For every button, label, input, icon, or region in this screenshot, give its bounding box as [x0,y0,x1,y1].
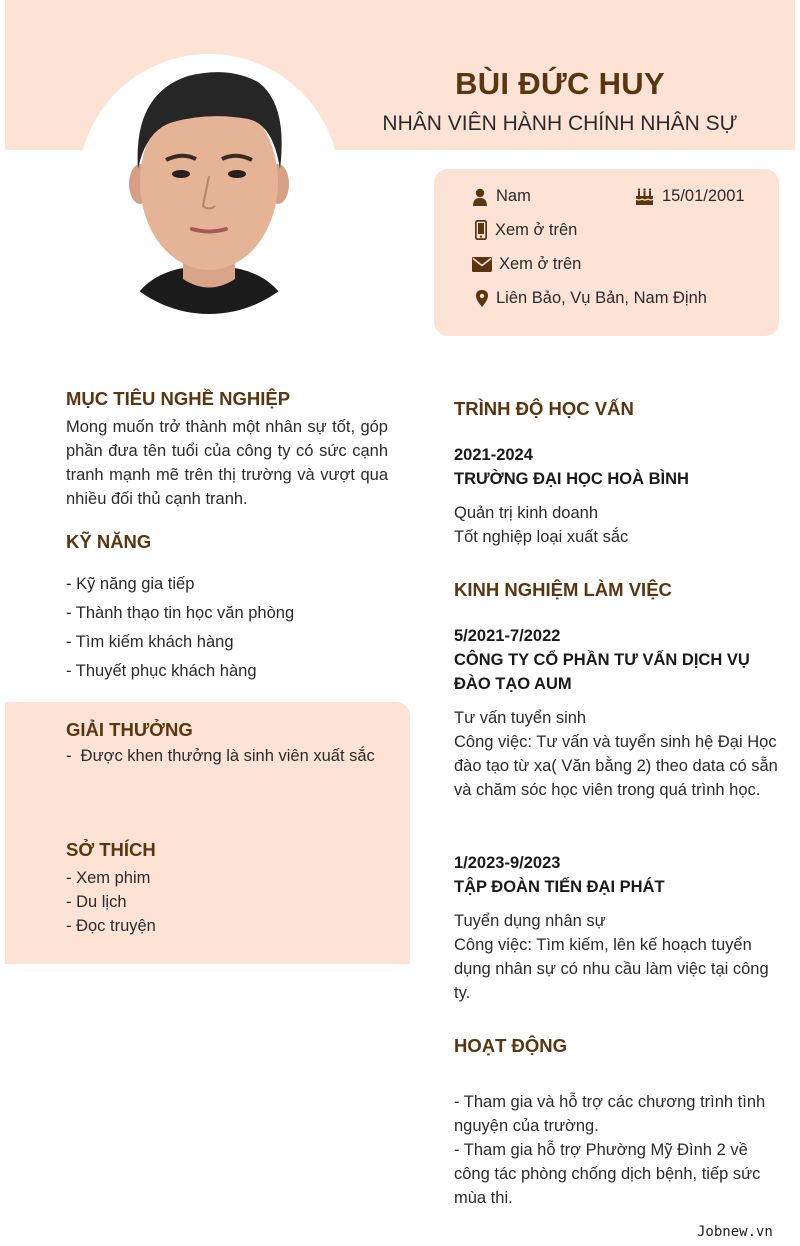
user-icon [472,188,488,206]
contact-address [476,289,707,308]
list-item: - Tham gia hỗ trợ Phường Mỹ Đình 2 về công tác phòng chống dịch bệnh, tiếp sức mùa thi. [454,1141,761,1207]
list-item: - Thuyết phục khách hàng [66,662,257,680]
list-item: - Du lịch [66,893,127,911]
activities-list [454,1090,780,1210]
gender-value: Nam [496,187,531,205]
job-description: Công việc: Tìm kiếm, lên kế hoạch tuyển dụng nhân sự có nhu cầu làm việc tại công ty. [454,936,769,1002]
list-item: - Tìm kiếm khách hàng [66,633,234,651]
contact-card [434,169,779,336]
company-name: TẬP ĐOÀN TIẾN ĐẠI PHÁT [454,878,665,896]
job-role: Tuyển dụng nhân sự [454,912,606,930]
phone-icon [475,220,487,240]
education-major: Quản trị kinh doanh [454,504,599,522]
company-name: CÔNG TY CỔ PHẦN TƯ VẤN DỊCH VỤ ĐÀO TẠO AUM [454,651,750,693]
objective-text: Mong muốn trở thành một nhân sự tốt, góp phần đưa tên tuổi của công ty có sức cạnh tranh mạnh mẽ trên thị trường và vượt qua nhiều đối thủ cạnh tranh. [66,418,388,508]
list-item: - Tham gia và hỗ trợ các chương trình tình nguyện của trường. [454,1093,766,1135]
education-heading: TRÌNH ĐỘ HỌC VẤN [454,398,634,419]
birthday-value: 15/01/2001 [662,187,745,205]
list-item: - Kỹ năng gia tiếp [66,575,195,593]
awards-heading: GIẢI THƯỞNG [66,719,193,740]
hobbies-heading: SỞ THÍCH [66,839,156,860]
job-period: 5/2021-7/2022 [454,627,561,645]
job-role: Tư vấn tuyển sinh [454,709,587,727]
email-value: Xem ở trên [499,255,582,273]
awards-text: - Được khen thưởng là sinh viên xuất sắc [66,747,375,765]
contact-gender [472,187,531,206]
profile-photo [88,64,330,314]
list-item: - Xem phim [66,869,151,887]
skills-list [66,570,294,686]
objective-heading: MỤC TIÊU NGHỀ NGHIỆP [66,388,291,409]
experience-heading: KINH NGHIỆM LÀM VIỆC [454,579,672,600]
education-period: 2021-2024 [454,446,533,464]
job-period: 1/2023-9/2023 [454,854,561,872]
education-result: Tốt nghiệp loại xuất sắc [454,528,629,546]
list-item: - Thành thạo tin học văn phòng [66,604,295,622]
candidate-name: BÙI ĐỨC HUY [455,66,665,101]
contact-email [472,255,581,274]
phone-value: Xem ở trên [495,220,578,239]
hobbies-list [66,866,156,938]
skills-heading: KỸ NĂNG [66,531,152,552]
envelope-icon [472,257,492,272]
contact-birthday [635,187,745,206]
activities-heading: HOẠT ĐỘNG [454,1035,568,1056]
school-name: TRƯỜNG ĐẠI HỌC HOÀ BÌNH [454,470,689,488]
location-pin-icon [476,290,488,307]
watermark: Jobnew.vn [697,1224,773,1240]
job-title: NHÂN VIÊN HÀNH CHÍNH NHÂN SỰ [382,112,738,135]
job-description: Công việc: Tư vấn và tuyển sinh hệ Đại Học đào tạo từ xa( Văn bằng 2) theo data có sẵn và chăm sóc học viên trong quá trình học. [454,733,778,799]
birthday-cake-icon [635,188,654,206]
address-value: Liên Bảo, Vụ Bản, Nam Định [496,289,707,307]
list-item: - Đọc truyện [66,917,156,935]
contact-phone [475,220,577,240]
